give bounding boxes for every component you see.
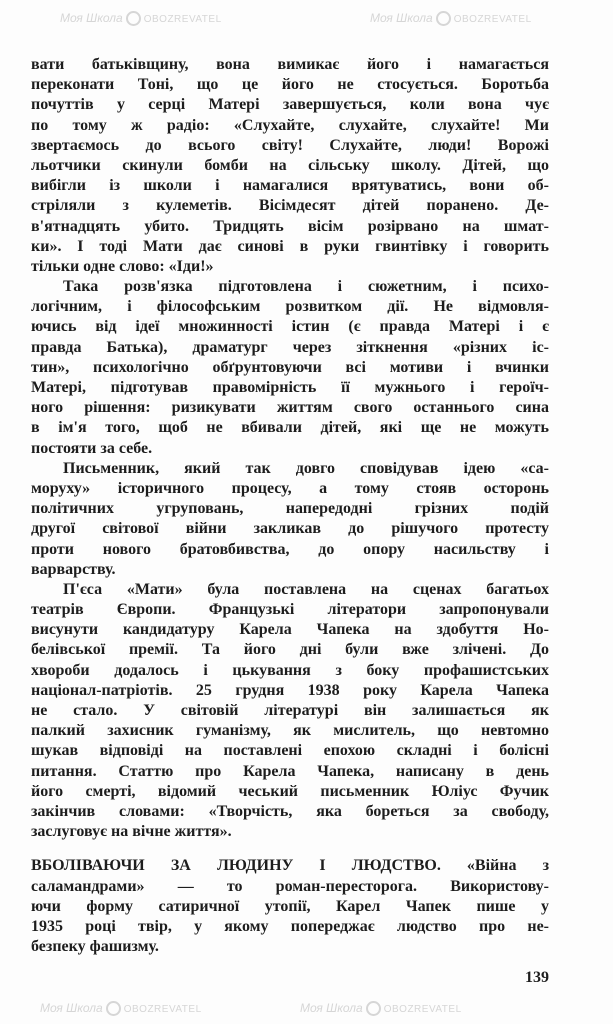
watermark-school: Моя Школа bbox=[300, 1001, 363, 1015]
watermark-school: Моя Школа bbox=[40, 1001, 103, 1015]
watermark-logo-icon bbox=[106, 1001, 121, 1016]
text-line: Матері, підготував правомірність її мужнього і героїч- bbox=[31, 379, 549, 396]
text-line: театрів Європи. Французькі літератори запропонували bbox=[31, 601, 549, 619]
paragraph bbox=[31, 580, 549, 842]
text-line: ного рішення: ризикувати життям свого останнього сина bbox=[31, 399, 549, 417]
text-line: ючи форму сатиричної утопії, Карел Чапек пише у bbox=[31, 897, 549, 915]
watermark bbox=[370, 10, 532, 28]
watermark-school: Моя Школа bbox=[370, 11, 433, 25]
section-heading-paragraph bbox=[31, 856, 549, 957]
watermark-logo-icon bbox=[366, 1001, 381, 1016]
text-line: ВБОЛІВАЮЧИ ЗА ЛЮДИНУ І ЛЮДСТВО. «Війна з bbox=[31, 857, 549, 875]
text-line: П'єса «Мати» була поставлена на сценах багатьох bbox=[63, 580, 549, 598]
text-line: його смерті, відомий чеський письменник Юліус Фучик bbox=[31, 782, 549, 800]
text-line: другої світової війни закликав до рішучого протесту bbox=[31, 520, 549, 538]
section-gap bbox=[31, 842, 549, 856]
text-line: тільки одне слово: «Іди!» bbox=[31, 257, 214, 275]
text-line: заслуговує на вічне життя». bbox=[31, 823, 232, 841]
watermark bbox=[60, 10, 222, 28]
text-line: 1935 році твір, у якому попереджає людство про не- bbox=[31, 917, 549, 935]
watermark-logo-icon bbox=[436, 11, 451, 26]
text-line: почуттів у серці Матері завершується, коли вона чує bbox=[31, 96, 549, 114]
text-line: хвороби додалось і цькування з боку профашистських bbox=[31, 661, 549, 679]
text-line: постояти за себе. bbox=[31, 439, 153, 457]
text-line: Письменник, який так довго сповідував ідею «са- bbox=[63, 459, 549, 477]
watermark-logo-icon bbox=[126, 11, 141, 26]
text-line: моруху» історичного процесу, а тому стояв осторонь bbox=[31, 479, 549, 497]
text-line: по тому ж радіо: «Слухайте, слухайте, слухайте! Ми bbox=[31, 116, 549, 134]
watermark-school: Моя Школа bbox=[60, 11, 123, 25]
text-line: логічним, і філософським розвитком дії. Не відмовля- bbox=[31, 298, 549, 316]
text-line: льотчики скинули бомби на сільську школу. Дітей, що bbox=[31, 156, 549, 174]
text-line: ючись від ідеї множинності істин (є правда Матері і є bbox=[31, 318, 549, 336]
text-line: тин», психологічно обґрунтовуючи всі мотиви і вчинки bbox=[31, 358, 549, 376]
text-line: не стало. У світовій літературі він залишається як bbox=[31, 702, 549, 719]
text-line: стріляли з кулеметів. Вісімдесят дітей поранено. Де- bbox=[31, 197, 549, 215]
text-line: звертаємось до всього світу! Слухайте, люди! Ворожі bbox=[31, 136, 549, 154]
watermark-brand: OBOZREVATEL bbox=[453, 14, 532, 25]
text-line: переконати Тоні, що це його не стосується. Боротьба bbox=[31, 76, 549, 94]
watermark-brand: OBOZREVATEL bbox=[123, 1004, 202, 1015]
watermark bbox=[40, 1000, 202, 1018]
text-line: варварству. bbox=[31, 560, 116, 578]
text-line: політичних угруповань, напередодні грізних подій bbox=[31, 500, 549, 518]
text-line: Така розв'язка підготовлена і сюжетним, і психо- bbox=[63, 278, 549, 296]
paragraph bbox=[31, 277, 549, 459]
text-line: белівської премії. Та його дні були вже злічені. До bbox=[31, 641, 549, 659]
text-line: в'ятнадцять убито. Тридцять вісім розірвано на шмат- bbox=[31, 217, 549, 235]
text-line: в ім'я того, щоб не вбивали дітей, які ще не можуть bbox=[31, 419, 549, 437]
watermark-brand: OBOZREVATEL bbox=[143, 14, 222, 25]
text-line: питання. Статтю про Карела Чапека, написану в день bbox=[31, 762, 549, 780]
text-line: шукав відповіді на поставлені епохою складні і болісні bbox=[31, 742, 549, 760]
text-line: висунути кандидатуру Карела Чапека на здобуття Но- bbox=[31, 621, 549, 639]
paragraph bbox=[31, 55, 549, 277]
text-line: ки». І тоді Мати дає синові в руки гвинтівку і говорить bbox=[31, 237, 549, 255]
body-text bbox=[31, 55, 549, 957]
paragraph bbox=[31, 459, 549, 580]
text-line: правда Батька), драматург через зіткнення «різних іс- bbox=[31, 338, 549, 356]
text-line: закінчив словами: «Творчість, яка бореться за свободу, bbox=[31, 802, 549, 820]
watermark-brand: OBOZREVATEL bbox=[383, 1004, 462, 1015]
page-number: 139 bbox=[525, 969, 549, 986]
text-line: палкий захисник гуманізму, як мислитель, що невтомно bbox=[31, 722, 549, 740]
text-line: вибігли із школи і намагалися врятуватись, вони об- bbox=[31, 177, 549, 195]
text-line: проти нового братовбивства, до опору насильству і bbox=[31, 540, 549, 558]
text-line: націонал-патріотів. 25 грудня 1938 року Карела Чапека bbox=[31, 681, 549, 699]
text-line: вати батьківщину, вона вимикає його і намагається bbox=[31, 56, 549, 73]
text-line: саламандрами» — то роман-пересторога. Використову- bbox=[31, 877, 549, 895]
text-line: безпеку фашизму. bbox=[31, 938, 159, 956]
watermark bbox=[300, 1000, 462, 1018]
